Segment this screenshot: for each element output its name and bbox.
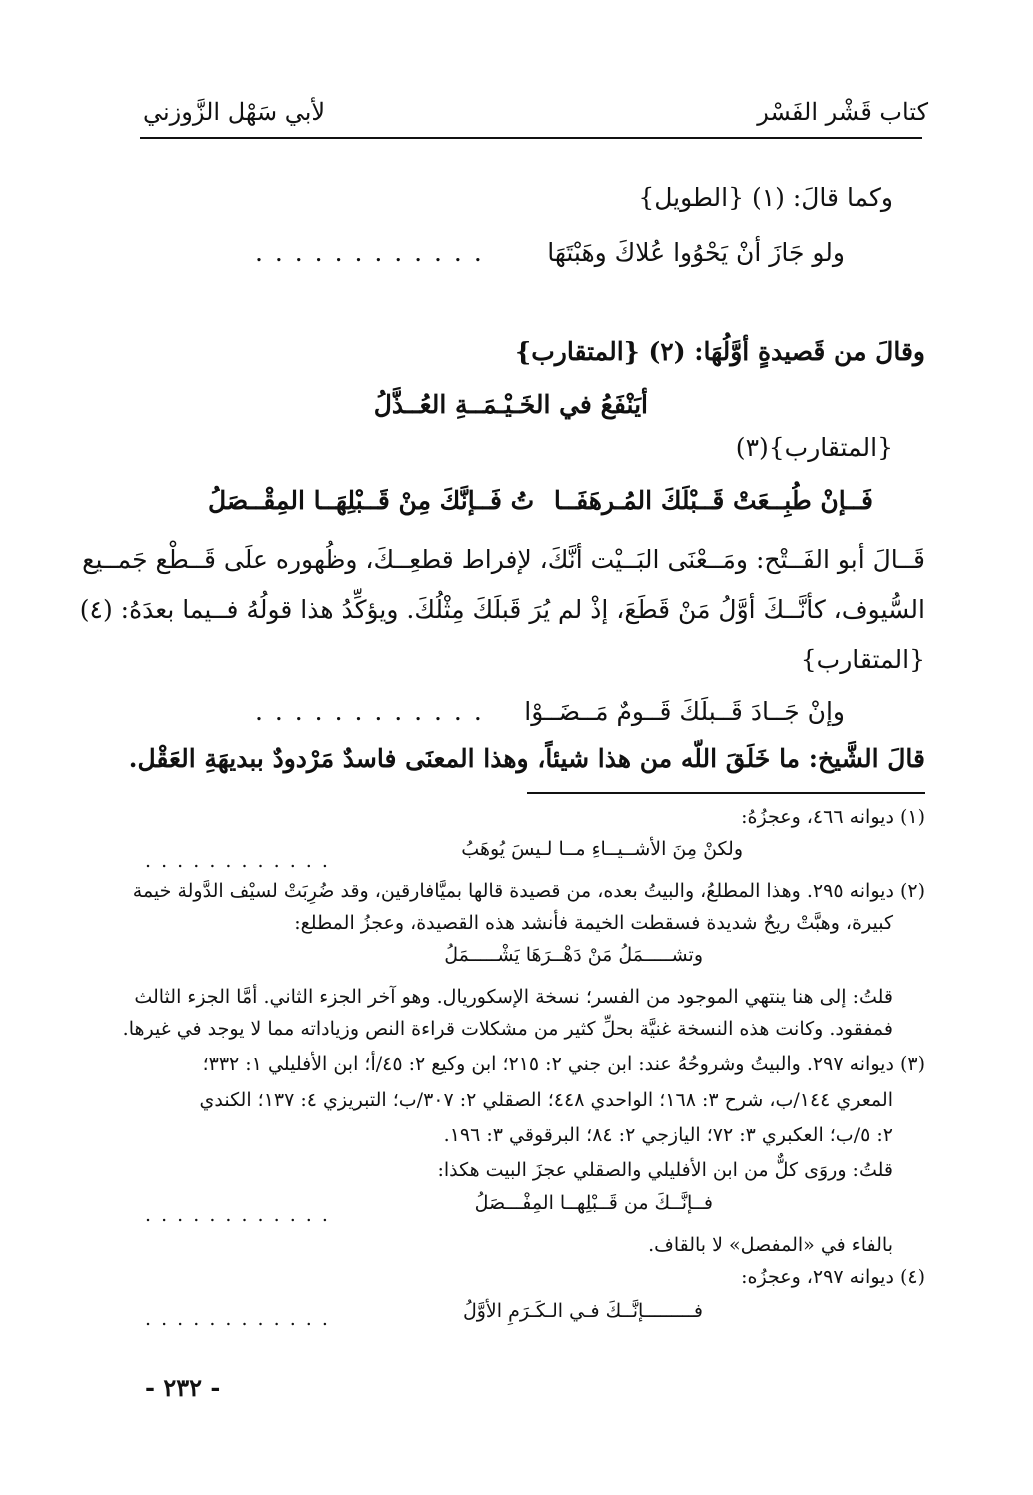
footnote-3-verse: فــإنَّــكَ من قَــبْلِهــا المِفْـــصَلُ bbox=[474, 1192, 713, 1214]
footnote-1: (١) ديوانه ٤٦٦، وعجزُهُ: bbox=[741, 806, 925, 828]
verse-3-first-half: فَــإنْ طُبِــعَتْ قَــبْلَكَ المُـرهَفَــا bbox=[553, 486, 873, 515]
footnote-2-line-1: (٢) ديوانه ٢٩٥. وهذا المطلعُ، والبيتُ بعده، من قصيدة قالها بميَّافارقين، وقد ضُرِبَتْ لسيْف الدَّولة خيمة bbox=[132, 880, 925, 902]
page-number: - ٢٣٢ - bbox=[145, 1373, 221, 1402]
footnote-3-line-2: المعري ١٤٤/ب، شرح ٣: ١٦٨؛ الواحدي ٤٤٨؛ الصقلي ٢: ٣٠٧/ب؛ التبريزي ٤: ١٣٧؛ الكندي bbox=[199, 1089, 893, 1111]
footnote-1-dots: . . . . . . . . . . . . bbox=[145, 850, 330, 872]
footnote-2-verse: وتشـــــمَلُ مَنْ دَهْــرَهَا يَشْـــــمَلُ bbox=[444, 944, 703, 966]
verse-3-second-half: تُ فَــإنَّكَ مِنْ قَــبْلِهَــا المِقْــصَلُ bbox=[208, 486, 535, 515]
verse-2: أيَنْفَعُ في الخَـيْـمَــةِ العُــذَّلُ bbox=[373, 390, 648, 419]
footnote-4-verse: فـــــــــإنَّــكَ فـي الـكَـرَمِ الأوَّلُ bbox=[462, 1300, 703, 1322]
footnote-2-note-2: فمفقود. وكانت هذه النسخة غنيَّة بحلِّ كثير من مشكلات قراءة النص وزياداته مما لا يوجد في غيرها. bbox=[122, 1018, 893, 1040]
commentary-line-2: السُّيوف، كأنَّــكَ أوَّلُ مَنْ قَطَعَ، إذْ لم يُرَ قَبلَكَ مِثْلُكَ. ويؤكِّدُ هذا قولُهُ فــيما بعدَهُ: (٤) bbox=[79, 595, 925, 624]
header-rule bbox=[140, 137, 922, 139]
running-header-title: كتاب قَشْر الفَسْر bbox=[757, 98, 928, 126]
footnote-3-note-1: قلتُ: وروَى كلٌّ من ابن الأفليلي والصقلي عجزَ البيت هكذا: bbox=[437, 1159, 893, 1181]
running-header-author: لأبي سَهْل الزَّوزني bbox=[143, 98, 326, 126]
footnote-4: (٤) ديوانه ٢٩٧، وعجزُه: bbox=[741, 1266, 925, 1288]
intro-line-2: وقالَ من قَصيدةٍ أوَّلُهَا: (٢) {المتقارب} bbox=[515, 337, 925, 366]
meter-label-2: {المتقارب} bbox=[800, 645, 925, 674]
verse-1-dots: . . . . . . . . . . . . bbox=[255, 238, 484, 267]
verse-4: وإنْ جَــادَ قَــبلَكَ قَــومٌ مَــضَــوْا bbox=[524, 697, 845, 726]
sheikh-comment: قالَ الشَّيخ: ما خَلَقَ اللّه من هذا شيئاً، وهذا المعنَى فاسدٌ مَرْدودٌ ببديهَةِ العَقْل. bbox=[128, 744, 925, 773]
footnote-4-dots: . . . . . . . . . . . . bbox=[145, 1308, 330, 1330]
intro-line-1: وكما قالَ: (١) {الطويل} bbox=[638, 183, 893, 212]
footnote-1-verse: ولكنْ مِنَ الأشــيــاءِ مــا لـيسَ يُوهَبُ bbox=[461, 838, 743, 860]
footnote-3-line-1: (٣) ديوانه ٢٩٧. والبيتُ وشروحُهُ عند: ابن جني ٢: ٢١٥؛ ابن وكيع ٢: ٤٥/أ؛ ابن الأفليلي ١: ٣٣٢؛ bbox=[202, 1053, 925, 1075]
meter-label: {المتقارب}(٣) bbox=[735, 433, 893, 462]
footnote-2-line-2: كبيرة، وهبَّتْ ريحٌ شديدة فسقطت الخيمة فأنشد هذه القصيدة، وعجزُ المطلع: bbox=[294, 912, 893, 934]
footnote-2-note-1: قلتُ: إلى هنا ينتهي الموجود من الفسر؛ نسخة الإسكوريال. وهو آخر الجزء الثاني. أمَّا الجزء الثالث bbox=[134, 986, 893, 1008]
footnote-3-note-2: بالفاء في «المفصل» لا بالقاف. bbox=[648, 1234, 893, 1256]
verse-1: ولو جَازَ أنْ يَحْوُوا عُلاكَ وهَبْتَهَا bbox=[547, 238, 845, 267]
footnote-3-dots: . . . . . . . . . . . . bbox=[145, 1204, 330, 1226]
footnote-3-line-3: ٢: ٥/ب؛ العكبري ٣: ٧٢؛ اليازجي ٢: ٨٤؛ البرقوقي ٣: ١٩٦. bbox=[443, 1124, 893, 1146]
commentary-line-1: قَــالَ أبو الفَــتْح: ومَــعْنَى البَــيْت أنَّكَ، لإفراط قطعِــكَ، وظُهوره علَى قَــطْع جَمــيع bbox=[82, 545, 925, 574]
verse-4-dots: . . . . . . . . . . . . bbox=[255, 697, 484, 726]
footnote-rule bbox=[527, 792, 925, 794]
